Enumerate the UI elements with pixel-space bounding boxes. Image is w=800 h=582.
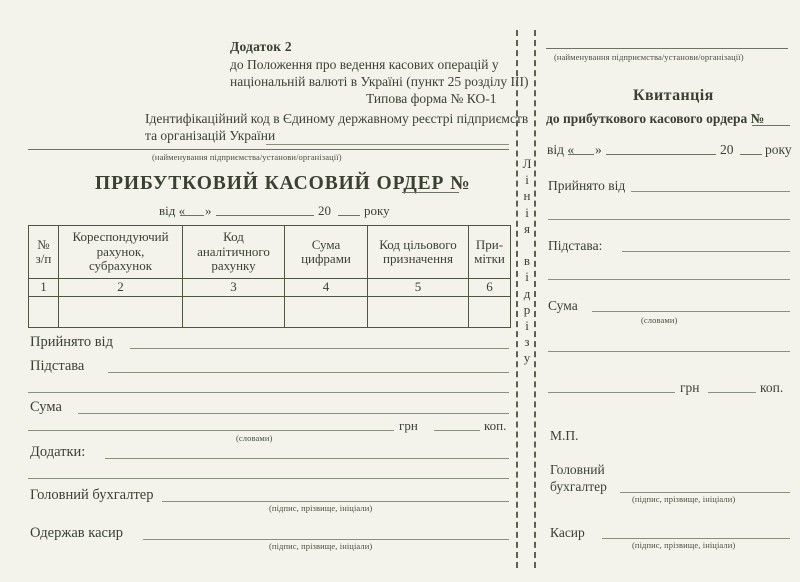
cut-line-label [518, 156, 536, 367]
order-date-month-blank[interactable] [216, 215, 314, 216]
order-number-blank-line[interactable] [402, 192, 459, 193]
col-header-line: Код цільового [379, 236, 457, 252]
hryvnia-label: грн [399, 418, 418, 433]
table-col-header-3 [183, 226, 285, 279]
receipt-cashier-label: Касир [550, 525, 585, 540]
cut-line-letter: р [523, 301, 531, 317]
table-cell[interactable] [29, 297, 59, 328]
order-date-prefix: від « [159, 203, 186, 218]
organisation-name-caption: (найменування підприємства/установи/організації) [152, 152, 342, 162]
table-col-number: 6 [469, 279, 511, 297]
cut-line-letter: я [524, 220, 530, 236]
table-col-header-4 [285, 226, 368, 279]
table-col-number: 2 [59, 279, 183, 297]
order-date-year-suffix: року [364, 203, 390, 218]
chief-accountant-signature-line[interactable] [162, 501, 509, 502]
col-header-line: рахунку [211, 258, 256, 274]
table-header-row [29, 226, 511, 279]
table-col-number: 3 [183, 279, 285, 297]
col-header-line: призначення [383, 251, 453, 266]
cut-line-letter: і [525, 269, 529, 285]
table-col-number: 1 [29, 279, 59, 297]
receipt-cashier-signature-caption: (підпис, прізвище, ініціали) [632, 540, 736, 550]
receipt-kopeck-label: коп. [760, 380, 784, 395]
table-col-header-1 [29, 226, 59, 279]
receipt-cashier-signature-line[interactable] [602, 538, 790, 539]
kopeck-label: коп. [484, 418, 507, 433]
col-header-line: Код [223, 229, 244, 245]
receipt-title: Квитанція [633, 87, 714, 104]
basis-label: Підстава [30, 358, 85, 374]
receipt-chief-accountant-signature-line[interactable] [620, 492, 790, 493]
receipt-basis-blank-line-1[interactable] [622, 251, 790, 252]
cut-line-letter: в [523, 253, 531, 269]
receipt-chief-accountant-label-line-1: Головний [550, 462, 605, 477]
order-date-year-blank[interactable] [338, 215, 360, 216]
receipt-chief-accountant-label-line-2: бухгалтер [550, 479, 607, 494]
receipt-hryvnia-label: грн [680, 380, 700, 395]
col-header-line: мітки [474, 251, 505, 266]
col-header-line: аналітичного [197, 243, 270, 259]
col-header-line: субрахунок [88, 258, 153, 274]
chief-accountant-signature-caption: (підпис, прізвище, ініціали) [269, 503, 373, 513]
amount-blank-line-1[interactable] [78, 413, 509, 414]
attachments-blank-line-1[interactable] [105, 458, 509, 459]
received-cashier-label: Одержав касир [30, 525, 123, 541]
accounts-table [28, 225, 511, 328]
table-cell[interactable] [368, 297, 469, 328]
appendix-reference-line-1: до Положення про ведення касових операцій у [230, 57, 499, 72]
received-cashier-signature-line[interactable] [143, 539, 509, 540]
receipt-date-day-blank[interactable] [568, 154, 594, 155]
receipt-date-month-blank[interactable] [606, 154, 716, 155]
kopeck-blank-line[interactable] [434, 430, 480, 431]
receipt-date-year-blank[interactable] [740, 154, 762, 155]
receipt-hryvnia-blank-line[interactable] [548, 392, 675, 393]
col-header-line: № [37, 236, 50, 252]
receipt-basis-label: Підстава: [548, 238, 603, 253]
table-cell[interactable] [469, 297, 511, 328]
chief-accountant-label: Головний бухгалтер [30, 487, 154, 503]
table-cell[interactable] [183, 297, 285, 328]
table-column-number-row [29, 279, 511, 297]
attachments-label: Додатки: [30, 444, 86, 460]
identification-code-blank-line[interactable] [266, 144, 509, 145]
col-header-line: При- [475, 236, 504, 252]
cut-line-letter: і [525, 204, 529, 220]
accepted-from-blank-line[interactable] [130, 348, 509, 349]
receipt-number-blank-line[interactable] [752, 125, 790, 126]
col-header-line: Сума [311, 236, 341, 252]
col-header-line: з/п [35, 251, 52, 266]
table-cell[interactable] [285, 297, 368, 328]
cut-line-letter: і [525, 318, 529, 334]
order-date-year-prefix: 20 [318, 203, 331, 218]
table-cell[interactable] [59, 297, 183, 328]
receipt-accepted-from-label: Прийнято від [548, 178, 626, 193]
organisation-name-blank-line[interactable] [28, 149, 509, 150]
col-header-line: цифрами [301, 251, 351, 266]
receipt-chief-accountant-signature-caption: (підпис, прізвище, ініціали) [632, 494, 736, 504]
order-date-day-blank[interactable] [180, 215, 204, 216]
appendix-reference-line-2: національній валюті в Україні (пункт 25 розділу III) [230, 74, 529, 89]
cut-line-letter: н [523, 188, 531, 204]
receipt-date-year-prefix: 20 [720, 142, 734, 157]
table-col-number: 5 [368, 279, 469, 297]
cut-line-letter: і [525, 172, 529, 188]
cut-line-letter: з [524, 334, 530, 350]
form-code: Типова форма № КО-1 [366, 91, 497, 106]
receipt-amount-blank-line-2[interactable] [548, 351, 790, 352]
order-date-quote-close: » [205, 203, 212, 218]
cut-line-letter: д [523, 285, 531, 301]
basis-blank-line-2[interactable] [28, 392, 509, 393]
receipt-organisation-blank-line[interactable] [546, 48, 788, 49]
receipt-accepted-from-blank-line-2[interactable] [548, 219, 790, 220]
amount-label: Сума [30, 399, 62, 415]
receipt-date-prefix: від « [547, 142, 575, 157]
attachments-blank-line-2[interactable] [28, 478, 509, 479]
receipt-basis-blank-line-2[interactable] [548, 279, 790, 280]
receipt-date-year-suffix: року [765, 142, 792, 157]
basis-blank-line-1[interactable] [108, 372, 509, 373]
cut-line-letter: у [523, 350, 531, 366]
receipt-amount-blank-line-1[interactable] [592, 311, 790, 312]
table-col-header-5 [368, 226, 469, 279]
cut-line-letter-space [518, 237, 536, 253]
receipt-seal-place-label: М.П. [550, 428, 579, 443]
table-col-header-2 [59, 226, 183, 279]
col-header-line: Кореспондуючий [72, 229, 169, 245]
amount-blank-line-2[interactable] [28, 430, 394, 431]
identification-code-line-2: та організацій України [145, 128, 276, 143]
table-row[interactable] [29, 297, 511, 328]
receipt-accepted-from-blank-line-1[interactable] [631, 191, 790, 192]
identification-code-line-1: Ідентифікаційний код в Єдиному державному реєстрі підприємств [145, 111, 529, 126]
receipt-amount-in-words-caption: (словами) [641, 315, 678, 325]
receipt-organisation-caption: (найменування підприємства/установи/організації) [554, 52, 744, 62]
table-col-header-6 [469, 226, 511, 279]
cut-line-letter: Л [522, 156, 532, 171]
receipt-subtitle: до прибуткового касового ордера № [546, 111, 765, 126]
appendix-title: Додаток 2 [230, 39, 292, 54]
received-cashier-signature-caption: (підпис, прізвище, ініціали) [269, 541, 373, 551]
page-title: ПРИБУТКОВИЙ КАСОВИЙ ОРДЕР № [95, 173, 471, 194]
receipt-amount-label: Сума [548, 298, 578, 313]
accepted-from-label: Прийнято від [30, 334, 113, 350]
amount-in-words-caption: (словами) [236, 433, 273, 443]
receipt-kopeck-blank-line[interactable] [708, 392, 756, 393]
col-header-line: рахунок, [96, 243, 145, 259]
table-col-number: 4 [285, 279, 368, 297]
receipt-date-quote-close: » [595, 142, 602, 157]
